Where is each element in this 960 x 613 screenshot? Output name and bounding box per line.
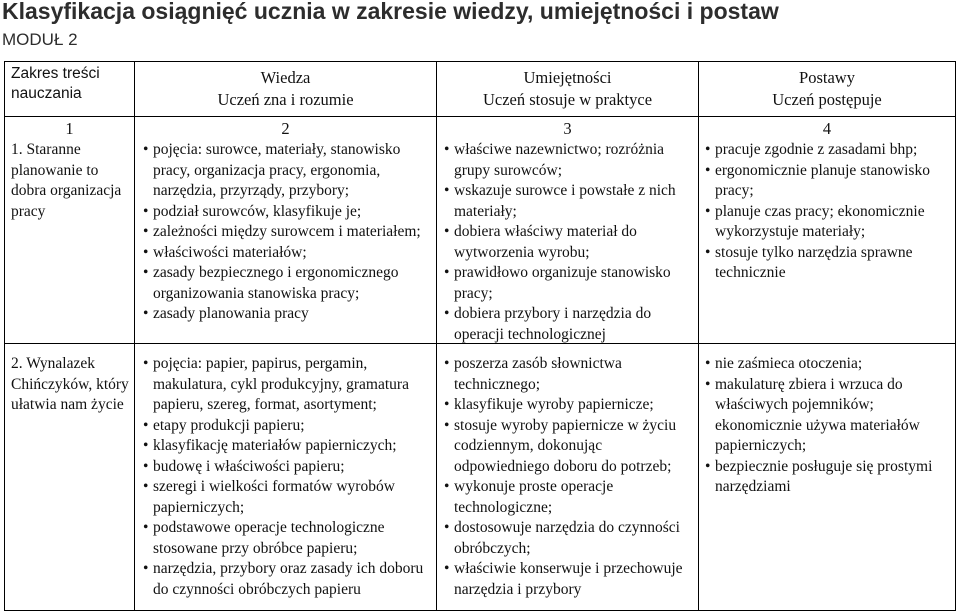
list-item: • wskazuje surowce i powstałe z nich materiały;: [444, 181, 694, 222]
list-item: • zależności między surowcem i materiałem;: [143, 222, 429, 243]
header-skills: [437, 67, 698, 111]
document-title: Klasyfikacja osiągnięć ucznia w zakresie wiedzy, umiejętności i postaw: [2, 0, 779, 24]
list-item: • właściwości materiałów;: [143, 243, 429, 264]
list-item: • szeregi i wielkości formatów wyrobów papierniczych;: [143, 477, 429, 518]
list-item: • zasady bezpiecznego i ergonomicznego organizowania stanowiska pracy;: [143, 263, 429, 304]
column-divider: [698, 62, 699, 610]
list-item: • makulaturę zbiera i wrzuca do właściwych pojemników; ekonomicznie używa materiałów papierniczych;: [705, 375, 953, 457]
list-item: • pojęcia: papier, papirus, pergamin, makulatura, cykl produkcyjny, gramatura papieru, szereg, format, asortyment;: [143, 354, 429, 416]
attitudes-list: [705, 140, 953, 284]
list-item: • dostosowuje narzędzia do czynności obróbczych;: [444, 518, 694, 559]
list-item: • wykonuje proste operacje technologiczne;: [444, 477, 694, 518]
header-attitudes-title: Postawy: [799, 68, 855, 87]
header-divider: [5, 116, 955, 117]
list-item: • dobiera przybory i narzędzia do operacji technologicznej: [444, 304, 694, 345]
column-number: 4: [822, 119, 832, 138]
attitudes-list: [705, 354, 953, 498]
list-item: • prawidłowo organizuje stanowisko pracy;: [444, 263, 694, 304]
list-item: • pracuje zgodnie z zasadami bhp;: [705, 140, 953, 161]
column-number: 2: [281, 119, 290, 138]
knowledge-list: [143, 140, 429, 325]
column-divider: [134, 62, 135, 610]
list-item: • dobiera właściwy materiał do wytworzenia wyrobu;: [444, 222, 694, 263]
list-item: • etapy produkcji papieru;: [143, 416, 429, 437]
topic-cell: 2. Wynalazek Chińczyków, który ułatwia nam życie: [11, 355, 129, 413]
list-item: • stosuje tylko narzędzia sprawne technicznie: [705, 243, 953, 284]
header-skills-title: Umiejętności: [523, 68, 612, 87]
header-knowledge: [135, 67, 436, 111]
column-divider: [436, 62, 437, 610]
knowledge-list: [143, 354, 429, 600]
list-item: • klasyfikację materiałów papierniczych;: [143, 436, 429, 457]
list-item: • narzędzia, przybory oraz zasady ich doboru do czynności obróbczych papieru: [143, 559, 429, 600]
header-knowledge-subtitle: Uczeń zna i rozumie: [217, 90, 354, 109]
list-item: • klasyfikuje wyroby papiernicze;: [444, 395, 694, 416]
list-item: • podstawowe operacje technologiczne stosowane przy obróbce papieru;: [143, 518, 429, 559]
module-label: MODUŁ 2: [2, 30, 78, 49]
header-topic: Zakres treści nauczania: [11, 65, 100, 102]
list-item: • właściwe nazewnictwo; rozróżnia grupy surowców;: [444, 140, 694, 181]
column-number: 1: [65, 119, 74, 138]
list-item: • zasady planowania pracy: [143, 304, 429, 325]
list-item: • planuje czas pracy; ekonomicznie wykorzystuje materiały;: [705, 202, 953, 243]
header-skills-subtitle: Uczeń stosuje w praktyce: [482, 90, 653, 109]
list-item: • bezpiecznie posługuje się prostymi narzędziami: [705, 457, 953, 498]
list-item: • pojęcia: surowce, materiały, stanowisko pracy, organizacja pracy, ergonomia, narzędzia, przyrządy, przybory;: [143, 140, 429, 202]
list-item: • podział surowców, klasyfikuje je;: [143, 202, 429, 223]
list-item: • poszerza zasób słownictwa technicznego;: [444, 354, 694, 395]
topic-cell: 1. Staranne planowanie to dobra organizacja pracy: [11, 141, 122, 220]
header-attitudes: [699, 67, 955, 111]
list-item: • ergonomicznie planuje stanowisko pracy;: [705, 161, 953, 202]
column-number: 3: [563, 119, 572, 138]
list-item: • nie zaśmieca otoczenia;: [705, 354, 953, 375]
curriculum-table: [4, 61, 956, 611]
skills-list: [444, 354, 694, 600]
header-attitudes-subtitle: Uczeń postępuje: [772, 90, 882, 109]
list-item: • stosuje wyroby papiernicze w życiu codziennym, dokonując odpowiedniego doboru do potrzeb;: [444, 416, 694, 478]
row-divider: [5, 343, 955, 344]
list-item: • właściwie konserwuje i przechowuje narzędzia i przybory: [444, 559, 694, 600]
header-knowledge-title: Wiedza: [260, 68, 311, 87]
skills-list: [444, 140, 694, 345]
list-item: • budowę i właściwości papieru;: [143, 457, 429, 478]
